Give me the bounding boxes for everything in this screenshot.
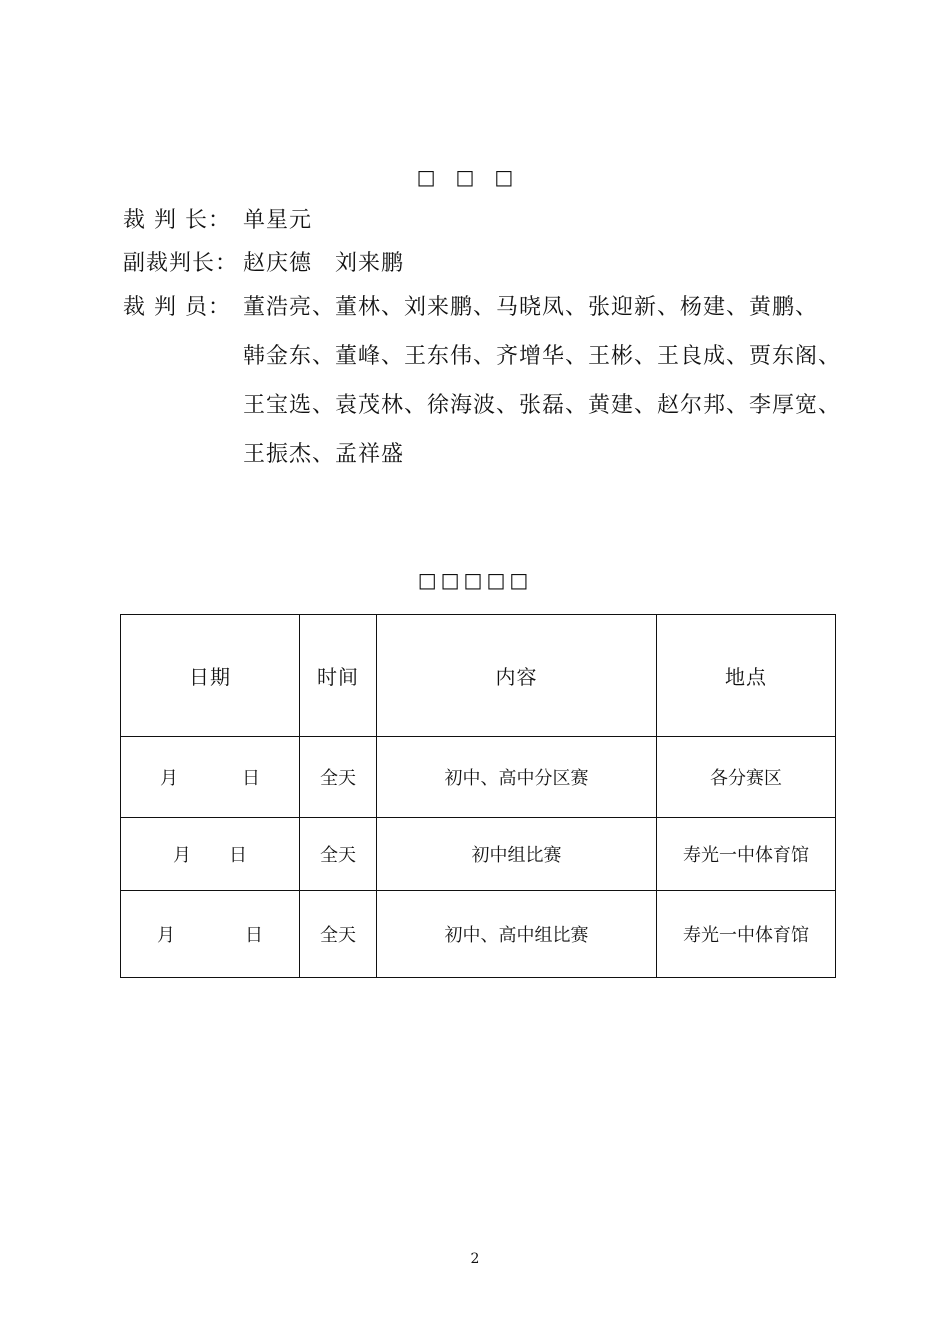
deputy-referee-row [123,246,404,277]
place-cell: 寿光一中体育馆 [657,818,836,891]
day-label: 日 [242,768,260,789]
day-label: 日 [229,845,247,866]
referees-line-4: 王振杰、孟祥盛 [243,442,405,467]
content-cell: 初中、高中分区赛 [377,737,657,818]
schedule-title: □□□□□ [417,568,533,592]
place-cell: 各分赛区 [657,737,836,818]
referees-line-1: 董浩亮、董林、刘来鹏、马晓凤、张迎新、杨建、黄鹏、 [243,295,819,320]
referees-line-3: 王宝选、袁茂林、徐海波、张磊、黄建、赵尔邦、李厚宽、 [243,393,842,418]
content-cell: 初中、高中组比赛 [377,891,657,978]
date-cell [121,818,300,891]
time-cell: 全天 [300,737,377,818]
table-row [121,891,836,978]
month-label: 月 [173,845,191,866]
day-label: 日 [245,925,263,946]
referees-line-2: 韩金东、董峰、王东伟、齐增华、王彬、王良成、贾东阁、 [243,344,842,369]
page-number: 2 [470,1251,480,1267]
table-row [121,818,836,891]
time-cell: 全天 [300,891,377,978]
header-content: 内容 [377,615,657,737]
month-label: 月 [157,925,175,946]
chief-referee-label: 裁 判 长： [123,208,231,233]
time-cell: 全天 [300,818,377,891]
header-time: 时间 [300,615,377,737]
schedule-table [120,614,836,978]
month-label: 月 [160,768,178,789]
deputy-referee-label: 副裁判长： [123,251,239,276]
date-cell [121,891,300,978]
header-date: 日期 [121,615,300,737]
referees-label: 裁 判 员： [123,295,231,320]
content-cell: 初中组比赛 [377,818,657,891]
header-place: 地点 [657,615,836,737]
table-row [121,737,836,818]
date-cell [121,737,300,818]
table-header-row [121,615,836,737]
committee-heading: □□□ [416,165,534,189]
chief-referee-row [123,203,312,234]
place-cell: 寿光一中体育馆 [657,891,836,978]
chief-referee-name: 单星元 [243,208,313,233]
deputy-referee-names: 赵庆德 刘来鹏 [243,251,405,276]
referees-row [123,290,243,321]
